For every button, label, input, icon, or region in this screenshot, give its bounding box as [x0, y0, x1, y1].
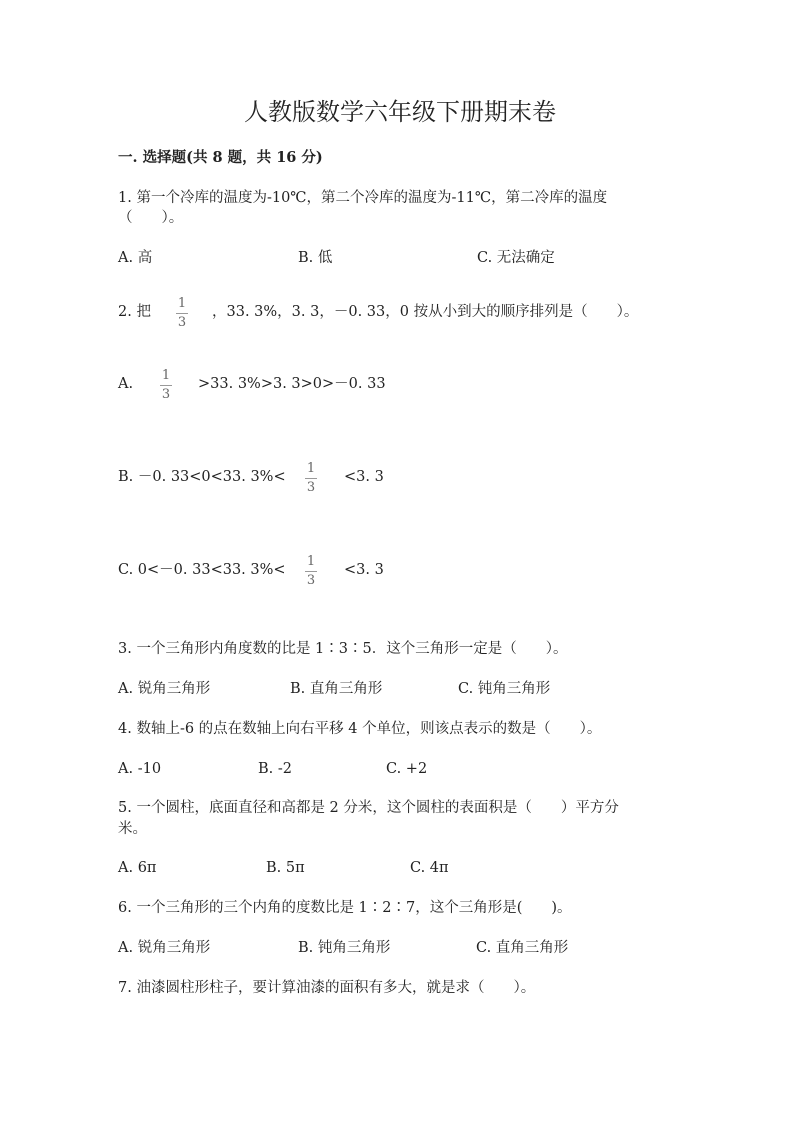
- question-4: 4. 数轴上-6 的点在数轴上向右平移 4 个单位，则该点表示的数是（ ）。: [118, 721, 602, 737]
- fraction-one-third: [176, 297, 188, 330]
- q2-option-c: C. 0<－0. 33<33. 3%<: [118, 562, 286, 578]
- q3-option-c: C. 钝角三角形: [458, 681, 551, 697]
- fraction-one-third: [160, 369, 172, 402]
- denominator: 3: [161, 387, 171, 402]
- q4-option-c: C. +2: [386, 761, 428, 777]
- q2-option-a-label: A.: [118, 376, 134, 392]
- denominator: 3: [306, 573, 316, 588]
- question-6: 6. 一个三角形的三个内角的度数比是 1∶2∶7，这个三角形是( )。: [118, 900, 572, 916]
- q4-option-a: A. -10: [118, 761, 162, 777]
- q6-option-a: A. 锐角三角形: [118, 940, 211, 956]
- numerator: 1: [161, 368, 171, 383]
- q1-option-c: C. 无法确定: [477, 250, 555, 266]
- fraction-one-third: [305, 555, 317, 588]
- q6-option-b: B. 钝角三角形: [298, 940, 391, 956]
- question-5-cont: 米。: [118, 821, 147, 837]
- q5-option-a: A. 6π: [118, 860, 157, 876]
- denominator: 3: [177, 315, 187, 330]
- numerator: 1: [177, 296, 187, 311]
- numerator: 1: [306, 554, 316, 569]
- q5-option-b: B. 5π: [266, 860, 305, 876]
- denominator: 3: [306, 480, 316, 495]
- q2-option-b-end: <3. 3: [344, 469, 384, 485]
- q2-option-b: B. －0. 33<0<33. 3%<: [118, 469, 286, 485]
- q1-option-b: B. 低: [298, 250, 333, 266]
- question-1-blank: （ ）。: [118, 210, 184, 226]
- q2-option-a: >33. 3%>3. 3>0>－0. 33: [198, 376, 386, 392]
- q5-option-c: C. 4π: [410, 860, 449, 876]
- question-3: 3. 一个三角形内角度数的比是 1∶3∶5．这个三角形一定是（ ）。: [118, 641, 568, 657]
- question-1: 1. 第一个冷库的温度为-10℃，第二个冷库的温度为-11℃，第二冷库的温度: [118, 190, 608, 206]
- question-5: 5. 一个圆柱，底面直径和高都是 2 分米，这个圆柱的表面积是（ ）平方分: [118, 800, 619, 816]
- q3-option-b: B. 直角三角形: [290, 681, 383, 697]
- page-title: 人教版数学六年级下册期末卷: [244, 98, 556, 126]
- question-2-prefix: 2. 把: [118, 304, 151, 320]
- fraction-one-third: [305, 462, 317, 495]
- question-2: ，33. 3%，3. 3，－0. 33，0 按从小到大的顺序排列是（ ）。: [212, 304, 639, 320]
- q4-option-b: B. -2: [258, 761, 292, 777]
- q6-option-c: C. 直角三角形: [476, 940, 569, 956]
- q1-option-a: A. 高: [118, 250, 153, 266]
- section-heading: 一. 选择题(共 8 题，共 16 分): [118, 149, 323, 166]
- q2-option-c-end: <3. 3: [344, 562, 384, 578]
- q3-option-a: A. 锐角三角形: [118, 681, 211, 697]
- question-7: 7. 油漆圆柱形柱子，要计算油漆的面积有多大，就是求（ ）。: [118, 980, 536, 996]
- numerator: 1: [306, 461, 316, 476]
